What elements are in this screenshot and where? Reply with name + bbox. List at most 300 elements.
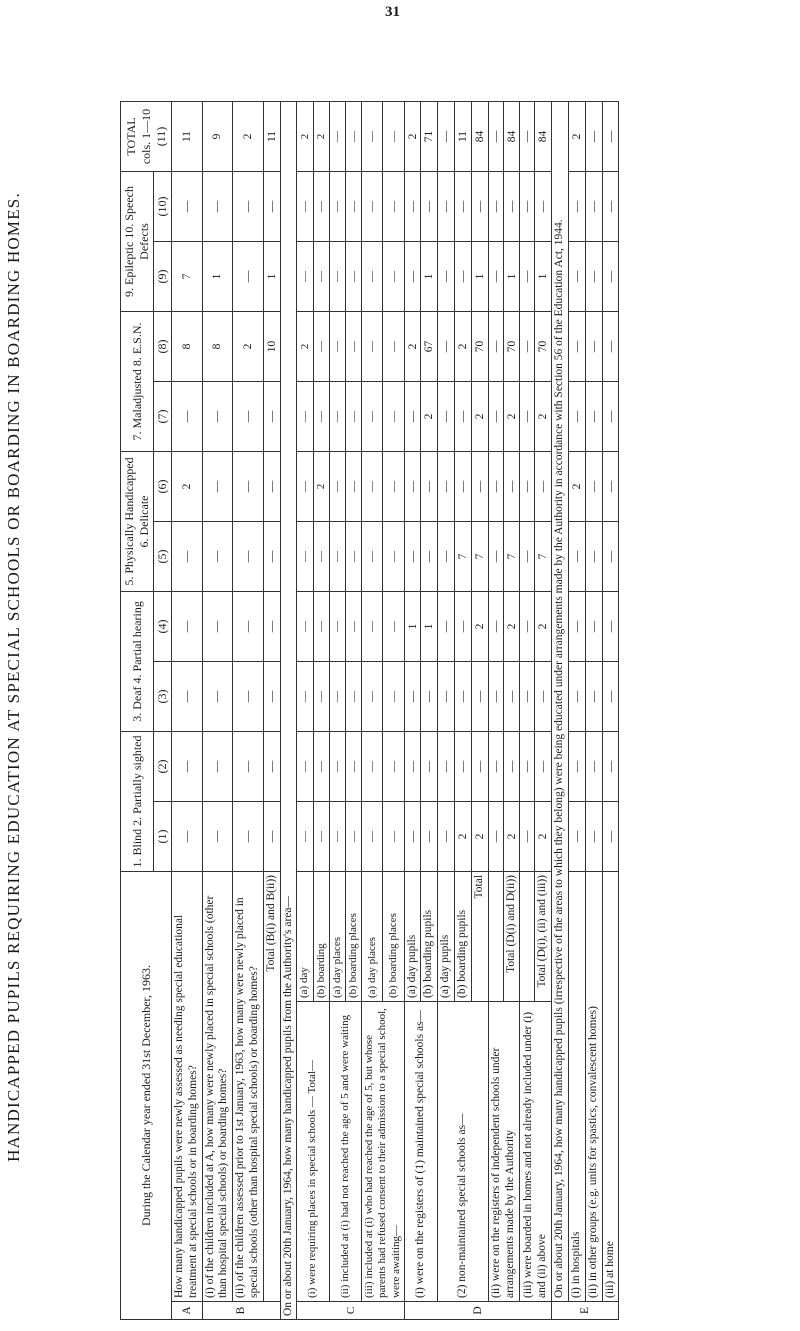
row-label: (i) in hospitals bbox=[569, 871, 586, 1301]
table-row bbox=[602, 101, 619, 1319]
row-label: (i) of the children included at A, how many were newly placed in special schools (other than hospital special schools) or boarding homes? bbox=[202, 871, 233, 1301]
table-cell: 2 bbox=[404, 311, 421, 381]
table-cell: — bbox=[313, 381, 329, 451]
table-cell: — bbox=[383, 661, 404, 731]
table-cell: 11 bbox=[172, 101, 203, 171]
table-cell: — bbox=[438, 731, 455, 801]
col-group-blind: 1. Blind 2. Partially sighted bbox=[121, 731, 154, 871]
table-cell: — bbox=[602, 661, 619, 731]
table-cell: — bbox=[362, 101, 383, 171]
table-cell: — bbox=[329, 801, 345, 871]
table-cell: 70 bbox=[503, 311, 520, 381]
table-row bbox=[520, 101, 535, 1319]
table-cell: 2 bbox=[313, 451, 329, 521]
table-cell: — bbox=[383, 101, 404, 171]
table-cell: 84 bbox=[535, 101, 552, 171]
table-cell: — bbox=[345, 661, 361, 731]
table-cell: 1 bbox=[503, 241, 520, 311]
table-cell: — bbox=[172, 731, 203, 801]
row-sub-label: (a) day pupils bbox=[404, 871, 421, 1001]
table-cell: — bbox=[602, 521, 619, 591]
table-cell: — bbox=[172, 521, 203, 591]
table-cell: 2 bbox=[569, 451, 586, 521]
table-cell: — bbox=[438, 521, 455, 591]
table-cell: — bbox=[362, 311, 383, 381]
col-num: (1) bbox=[154, 801, 172, 871]
table-cell: — bbox=[602, 171, 619, 241]
table-cell: — bbox=[329, 521, 345, 591]
table-cell: — bbox=[233, 661, 264, 731]
table-row bbox=[172, 101, 203, 1319]
table-cell: — bbox=[362, 381, 383, 451]
table-cell: — bbox=[202, 731, 233, 801]
table-cell: — bbox=[503, 731, 520, 801]
table-cell: — bbox=[602, 451, 619, 521]
table-cell: — bbox=[488, 801, 503, 871]
table-cell: 7 bbox=[455, 521, 472, 591]
table-cell: — bbox=[383, 521, 404, 591]
table-cell: — bbox=[520, 241, 535, 311]
table-cell: — bbox=[329, 381, 345, 451]
table-cell: — bbox=[520, 521, 535, 591]
table-cell: — bbox=[404, 801, 421, 871]
page-title: HANDICAPPED PUPILS REQUIRING EDUCATION AT SPECIAL SCHOOLS OR BOARDING IN BOARDING HOMES. bbox=[4, 192, 23, 1162]
period-header: During the Calendar year ended 31st December, 1963. bbox=[121, 871, 172, 1319]
table-cell: 2 bbox=[503, 591, 520, 661]
table-cell: — bbox=[202, 661, 233, 731]
table-cell: — bbox=[404, 521, 421, 591]
table-cell: — bbox=[362, 661, 383, 731]
row-sub-label: (a) day places bbox=[329, 871, 345, 1001]
table-cell: — bbox=[329, 101, 345, 171]
row-label: (ii) of the children assessed prior to 1st January, 1963, how many were newly placed in special schools (other than hospital special schools) or boarding homes? bbox=[233, 871, 264, 1301]
table-cell: — bbox=[345, 731, 361, 801]
row-label: How many handicapped pupils were newly assessed as needing special educational treatment at special schools or in boarding homes? bbox=[172, 871, 203, 1301]
table-cell: — bbox=[488, 591, 503, 661]
table-row bbox=[202, 101, 233, 1319]
table-cell: — bbox=[383, 241, 404, 311]
table-cell: — bbox=[535, 451, 552, 521]
table-cell: 2 bbox=[535, 381, 552, 451]
table-cell: — bbox=[172, 801, 203, 871]
table-cell: — bbox=[233, 451, 264, 521]
row-sub-label: (a) day bbox=[297, 871, 313, 1001]
table-cell: — bbox=[297, 591, 313, 661]
table-cell: — bbox=[297, 801, 313, 871]
table-cell: — bbox=[362, 521, 383, 591]
table-cell: — bbox=[202, 381, 233, 451]
table-row bbox=[297, 101, 313, 1319]
table-cell: — bbox=[172, 171, 203, 241]
table-cell: — bbox=[362, 451, 383, 521]
table-cell: 2 bbox=[297, 101, 313, 171]
table-cell: — bbox=[455, 171, 472, 241]
table-cell: — bbox=[602, 241, 619, 311]
table-cell: — bbox=[297, 451, 313, 521]
section-letter: B bbox=[202, 1302, 280, 1320]
table-cell: — bbox=[421, 661, 438, 731]
table-row bbox=[280, 101, 297, 1319]
table-cell: — bbox=[585, 661, 602, 731]
table-cell: — bbox=[362, 241, 383, 311]
table-cell: — bbox=[438, 661, 455, 731]
table-cell: — bbox=[263, 661, 280, 731]
table-cell: — bbox=[455, 241, 472, 311]
col-group-total: TOTAL cols. 1—10 (11) bbox=[121, 101, 172, 171]
table-cell: — bbox=[569, 521, 586, 591]
table-cell: — bbox=[488, 171, 503, 241]
table-cell: — bbox=[233, 381, 264, 451]
table-cell: — bbox=[471, 731, 488, 801]
table-cell: 2 bbox=[455, 311, 472, 381]
table-row bbox=[569, 101, 586, 1319]
handicapped-pupils-table bbox=[120, 101, 619, 1320]
table-cell: — bbox=[329, 311, 345, 381]
section-letter: D bbox=[404, 1302, 552, 1320]
row-label: (2) non-maintained special schools as— bbox=[438, 1002, 488, 1302]
table-cell: — bbox=[404, 381, 421, 451]
table-cell: — bbox=[329, 731, 345, 801]
table-cell: — bbox=[297, 171, 313, 241]
table-cell: — bbox=[313, 801, 329, 871]
table-cell: — bbox=[488, 311, 503, 381]
table-cell: — bbox=[313, 171, 329, 241]
row-label: (iii) were boarded in homes and not already included under (i) and (ii) above bbox=[520, 1002, 552, 1302]
table-cell: — bbox=[455, 591, 472, 661]
row-label: (ii) in other groups (e.g. units for spastics, convalescent homes) bbox=[585, 871, 602, 1301]
table-cell: — bbox=[569, 381, 586, 451]
section-letter: A bbox=[172, 1302, 203, 1320]
row-label: (iii) at home bbox=[602, 871, 619, 1301]
col-group-physically-handicapped: 5. Physically Handicapped 6. Delicate bbox=[121, 451, 154, 591]
table-cell: — bbox=[345, 521, 361, 591]
table-cell: — bbox=[362, 801, 383, 871]
table-cell: — bbox=[585, 241, 602, 311]
col-num: (9) bbox=[154, 241, 172, 311]
table-cell: — bbox=[329, 451, 345, 521]
table-cell: — bbox=[471, 661, 488, 731]
table-cell: 1 bbox=[404, 591, 421, 661]
table-cell: — bbox=[313, 591, 329, 661]
table-cell: 70 bbox=[471, 311, 488, 381]
table-cell: — bbox=[520, 171, 535, 241]
table-cell: — bbox=[585, 381, 602, 451]
table-cell: — bbox=[345, 801, 361, 871]
table-cell: — bbox=[263, 451, 280, 521]
table-cell: — bbox=[233, 731, 264, 801]
table-cell: — bbox=[585, 451, 602, 521]
table-cell: — bbox=[488, 241, 503, 311]
row-sub-label bbox=[520, 871, 535, 1001]
table-cell: — bbox=[172, 661, 203, 731]
table-cell: 7 bbox=[471, 521, 488, 591]
table-cell: — bbox=[602, 101, 619, 171]
row-sub-label: (b) boarding pupils bbox=[455, 871, 472, 1001]
table-row bbox=[552, 101, 569, 1319]
table-cell: — bbox=[297, 731, 313, 801]
table-cell: — bbox=[602, 591, 619, 661]
table-cell: — bbox=[263, 731, 280, 801]
table-cell: — bbox=[585, 311, 602, 381]
table-cell: 2 bbox=[233, 311, 264, 381]
table-cell: — bbox=[313, 731, 329, 801]
table-cell: — bbox=[535, 661, 552, 731]
table-cell: — bbox=[503, 171, 520, 241]
table-cell: — bbox=[421, 521, 438, 591]
table-cell: — bbox=[488, 521, 503, 591]
section-letter: E bbox=[552, 1302, 619, 1320]
table-cell: 2 bbox=[471, 381, 488, 451]
col-num: (5) bbox=[154, 521, 172, 591]
table-cell: — bbox=[520, 731, 535, 801]
table-cell: — bbox=[263, 171, 280, 241]
table-cell: 2 bbox=[404, 101, 421, 171]
table-cell: 84 bbox=[471, 101, 488, 171]
row-sub-label: (b) boarding pupils bbox=[421, 871, 438, 1001]
table-cell: — bbox=[313, 661, 329, 731]
table-cell: 1 bbox=[421, 241, 438, 311]
col-num: (7) bbox=[154, 381, 172, 451]
table-cell: 2 bbox=[233, 101, 264, 171]
table-cell: — bbox=[263, 521, 280, 591]
row-sub-label: Total bbox=[471, 871, 488, 1001]
table-cell: — bbox=[455, 731, 472, 801]
table-cell: — bbox=[202, 521, 233, 591]
table-cell: — bbox=[233, 521, 264, 591]
row-label: Total (B(i) and B(ii)) bbox=[263, 871, 280, 1301]
table-cell: — bbox=[329, 661, 345, 731]
table-cell: 2 bbox=[455, 801, 472, 871]
table-cell: — bbox=[438, 241, 455, 311]
table-cell: — bbox=[569, 171, 586, 241]
table-cell: 11 bbox=[263, 101, 280, 171]
table-cell: — bbox=[602, 801, 619, 871]
table-cell: — bbox=[172, 591, 203, 661]
table-cell: — bbox=[488, 381, 503, 451]
table-cell: — bbox=[383, 311, 404, 381]
table-cell: — bbox=[520, 661, 535, 731]
table-cell: 2 bbox=[421, 381, 438, 451]
col-num: (8) bbox=[154, 311, 172, 381]
table-cell: — bbox=[345, 171, 361, 241]
section-intro: On or about 20th January, 1964, how many handicapped pupils from the Authority's area— bbox=[280, 101, 297, 1319]
table-cell: — bbox=[438, 101, 455, 171]
table-cell: — bbox=[233, 241, 264, 311]
table-cell: — bbox=[471, 451, 488, 521]
table-cell: — bbox=[421, 731, 438, 801]
row-sub-label: Total (D(i) and D(ii)) bbox=[503, 871, 520, 1001]
table-cell: — bbox=[362, 731, 383, 801]
table-row bbox=[362, 101, 383, 1319]
table-cell: — bbox=[455, 381, 472, 451]
table-cell: — bbox=[520, 381, 535, 451]
table-cell: — bbox=[585, 521, 602, 591]
col-num: (10) bbox=[154, 171, 172, 241]
table-cell: — bbox=[202, 451, 233, 521]
table-cell: — bbox=[202, 591, 233, 661]
section-intro: On or about 20th January, 1964, how many handicapped pupils (irrespective of the areas to which they belong) were being educated under arrangements made by the Authority in accordance with Section 56 of the Education Act, 1944. bbox=[552, 101, 569, 1301]
table-cell: — bbox=[362, 591, 383, 661]
table-cell: — bbox=[585, 101, 602, 171]
row-label: (iii) included at (i) who had reached the age of 5, but whose parents had refused consent to their admission to a special school, were awaiting— bbox=[362, 1002, 405, 1302]
rotated-table-wrapper bbox=[120, 102, 732, 1320]
table-cell: 1 bbox=[421, 591, 438, 661]
table-cell: 7 bbox=[503, 521, 520, 591]
table-cell: 1 bbox=[263, 241, 280, 311]
table-cell: — bbox=[471, 171, 488, 241]
section-letter: C bbox=[297, 1302, 404, 1320]
table-cell: 10 bbox=[263, 311, 280, 381]
table-cell: 70 bbox=[535, 311, 552, 381]
table-cell: — bbox=[383, 731, 404, 801]
table-cell: — bbox=[383, 381, 404, 451]
table-cell: — bbox=[488, 731, 503, 801]
table-cell: — bbox=[345, 381, 361, 451]
table-cell: 2 bbox=[503, 381, 520, 451]
table-cell: — bbox=[404, 731, 421, 801]
table-cell: 2 bbox=[471, 801, 488, 871]
table-cell: — bbox=[569, 241, 586, 311]
table-cell: — bbox=[313, 241, 329, 311]
table-cell: — bbox=[421, 451, 438, 521]
table-cell: — bbox=[404, 661, 421, 731]
table-cell: — bbox=[438, 381, 455, 451]
table-cell: 1 bbox=[535, 241, 552, 311]
table-cell: 84 bbox=[503, 101, 520, 171]
table-cell: 2 bbox=[297, 311, 313, 381]
table-cell: — bbox=[329, 171, 345, 241]
table-cell: — bbox=[585, 801, 602, 871]
table-cell: — bbox=[585, 591, 602, 661]
table-cell: 1 bbox=[471, 241, 488, 311]
table-cell: — bbox=[520, 451, 535, 521]
table-cell: 2 bbox=[503, 801, 520, 871]
table-cell: 67 bbox=[421, 311, 438, 381]
table-cell: — bbox=[404, 241, 421, 311]
row-sub-label bbox=[488, 871, 503, 1001]
table-cell: — bbox=[488, 661, 503, 731]
table-row bbox=[329, 101, 345, 1319]
table-cell: — bbox=[569, 311, 586, 381]
table-cell: — bbox=[345, 241, 361, 311]
table-cell: — bbox=[488, 101, 503, 171]
table-cell: — bbox=[503, 661, 520, 731]
col-num: (2) bbox=[154, 731, 172, 801]
table-cell: — bbox=[313, 311, 329, 381]
table-cell: — bbox=[520, 801, 535, 871]
table-cell: — bbox=[438, 801, 455, 871]
table-cell: — bbox=[421, 171, 438, 241]
table-cell: — bbox=[535, 171, 552, 241]
table-cell: — bbox=[585, 731, 602, 801]
table-cell: — bbox=[345, 451, 361, 521]
table-row bbox=[233, 101, 264, 1319]
table-cell: — bbox=[233, 171, 264, 241]
table-cell: — bbox=[345, 101, 361, 171]
table-cell: 2 bbox=[471, 591, 488, 661]
table-cell: 11 bbox=[455, 101, 472, 171]
table-cell: — bbox=[438, 451, 455, 521]
table-cell: 2 bbox=[535, 801, 552, 871]
table-cell: — bbox=[172, 381, 203, 451]
table-cell: 8 bbox=[202, 311, 233, 381]
table-cell: 7 bbox=[172, 241, 203, 311]
row-label: (i) were on the registers of (1) maintained special schools as— bbox=[404, 1002, 438, 1302]
table-cell: 9 bbox=[202, 101, 233, 171]
row-sub-label: (b) boarding bbox=[313, 871, 329, 1001]
table-cell: — bbox=[488, 451, 503, 521]
row-sub-label: (b) boarding places bbox=[383, 871, 404, 1001]
table-cell: 2 bbox=[535, 591, 552, 661]
row-sub-label: Total (D(i), (ii) and (iii)) bbox=[535, 871, 552, 1001]
header-group-row bbox=[121, 101, 154, 1319]
table-cell: — bbox=[297, 661, 313, 731]
table-cell: — bbox=[383, 171, 404, 241]
row-label: (ii) were on the registers of independent schools under arrangements made by the Authority bbox=[488, 1002, 520, 1302]
table-cell: 2 bbox=[313, 101, 329, 171]
table-cell: — bbox=[438, 311, 455, 381]
table-cell: — bbox=[297, 241, 313, 311]
table-cell: — bbox=[569, 801, 586, 871]
table-row bbox=[585, 101, 602, 1319]
table-cell: 1 bbox=[202, 241, 233, 311]
table-cell: — bbox=[535, 731, 552, 801]
table-cell: — bbox=[297, 381, 313, 451]
table-cell: — bbox=[503, 451, 520, 521]
table-cell: — bbox=[383, 801, 404, 871]
table-cell: — bbox=[569, 661, 586, 731]
row-label: (ii) included at (i) had not reached the age of 5 and were waiting bbox=[329, 1002, 361, 1302]
table-cell: — bbox=[233, 801, 264, 871]
table-cell: — bbox=[569, 731, 586, 801]
page-number: 31 bbox=[385, 4, 400, 20]
col-group-deaf: 3. Deaf 4. Partial hearing bbox=[121, 591, 154, 731]
table-cell: — bbox=[455, 661, 472, 731]
table-cell: 71 bbox=[421, 101, 438, 171]
table-cell: — bbox=[345, 311, 361, 381]
table-cell: — bbox=[520, 101, 535, 171]
table-row bbox=[263, 101, 280, 1319]
table-cell: — bbox=[404, 171, 421, 241]
table-cell: — bbox=[329, 591, 345, 661]
row-sub-label: (a) day pupils bbox=[438, 871, 455, 1001]
table-body bbox=[172, 101, 619, 1319]
table-cell: 2 bbox=[172, 451, 203, 521]
table-cell: — bbox=[438, 591, 455, 661]
col-num: (4) bbox=[154, 591, 172, 661]
table-cell: — bbox=[202, 171, 233, 241]
table-cell: — bbox=[233, 591, 264, 661]
table-cell: — bbox=[329, 241, 345, 311]
table-cell: 8 bbox=[172, 311, 203, 381]
table-cell: — bbox=[404, 451, 421, 521]
table-cell: — bbox=[602, 731, 619, 801]
table-cell: 7 bbox=[535, 521, 552, 591]
table-cell: — bbox=[602, 381, 619, 451]
table-cell: — bbox=[362, 171, 383, 241]
col-num: (3) bbox=[154, 661, 172, 731]
col-group-epileptic: 9. Epileptic 10. Speech Defects bbox=[121, 171, 154, 311]
table-row bbox=[438, 101, 455, 1319]
row-sub-label: (a) day places bbox=[362, 871, 383, 1001]
col-group-maladjusted: 7. Maladjusted 8. E.S.N. bbox=[121, 311, 154, 451]
table-cell: — bbox=[438, 171, 455, 241]
table-cell: — bbox=[263, 801, 280, 871]
table-cell: — bbox=[297, 521, 313, 591]
table-row bbox=[488, 101, 503, 1319]
row-sub-label: (b) boarding places bbox=[345, 871, 361, 1001]
table-cell: — bbox=[383, 591, 404, 661]
